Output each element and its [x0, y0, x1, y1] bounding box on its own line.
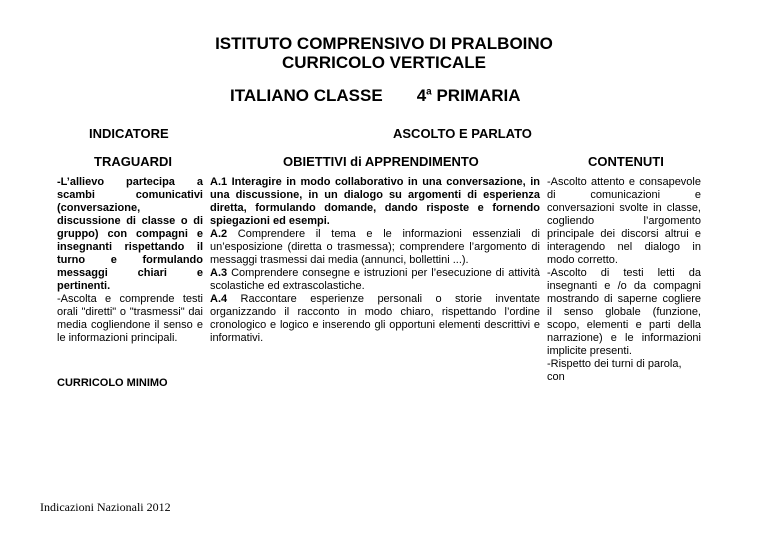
contenuti-column [547, 176, 701, 384]
obiettivo-a4 [210, 293, 540, 345]
obiettivo-a3 [210, 267, 540, 293]
indicatore-value: ASCOLTO E PARLATO [393, 126, 532, 141]
traguardi-text: -Ascolta e comprende testi orali "diretti" o "trasmessi" dai media cogliendone il senso e le informazioni principali. [57, 293, 203, 344]
contenuto-item: -Ascolto attento e consapevole di comunicazioni e conversazioni svolte in classe, cogliendo l’argomento principale dei discorsi altrui e interagendo nel dialogo in modo corretto. [547, 176, 701, 266]
indicatore-label: INDICATORE [89, 126, 169, 141]
contenuto-item: -Rispetto dei turni di parola, con [547, 358, 682, 383]
obiettivo-text: Comprendere consegne e istruzioni per l’esecuzione di attività scolastiche ed extrascolastiche. [210, 267, 540, 292]
grade-level: PRIMARIA [436, 86, 521, 105]
obiettivo-text: Interagire in modo collaborativo in una conversazione, in una discussione, in un dialogo su argomenti di esperienza diretta, formulando domande, dando risposte e fornendo spiegazioni ed esempi. [210, 176, 540, 227]
obiettivo-code: A.4 [210, 293, 228, 305]
subject-heading [230, 86, 520, 105]
contenuti-header: CONTENUTI [588, 154, 664, 169]
subject-label: ITALIANO CLASSE [230, 86, 383, 105]
obiettivo-a2 [210, 228, 540, 267]
curricolo-minimo-label: CURRICOLO MINIMO [57, 377, 168, 389]
grade-superscript: a [426, 86, 432, 98]
traguardi-header: TRAGUARDI [94, 154, 172, 169]
document-subtitle: CURRICOLO VERTICALE [282, 53, 486, 72]
obiettivi-column [210, 176, 540, 345]
obiettivo-code: A.3 [210, 267, 228, 279]
obiettivo-code: A.2 [210, 228, 228, 240]
obiettivo-text: Comprendere il tema e le informazioni essenziali di un’esposizione (diretta o trasmessa); comprendere l’argomento di messaggi trasmessi dai media (annunci, bollettini ...). [210, 228, 540, 266]
contenuto-item: -Ascolto di testi letti da insegnanti e /o da compagni mostrando di saperne cogliere il senso globale (funzione, scopo, elementi e parti della narrazione) e le informazioni implicite presenti. [547, 267, 701, 357]
obiettivo-a1 [210, 176, 540, 228]
page-footer: Indicazioni Nazionali 2012 [40, 500, 171, 514]
obiettivo-code: A.1 [210, 176, 228, 188]
grade-number: 4 [416, 86, 427, 105]
document-title: ISTITUTO COMPRENSIVO DI PRALBOINO [215, 34, 553, 53]
obiettivo-text: Raccontare esperienze personali o storie inventate organizzando il racconto in modo chiaro, rispettando l’ordine cronologico e logico e inserendo gli opportuni elementi descrittivi e informativi. [210, 293, 540, 344]
obiettivi-header: OBIETTIVI di APPRENDIMENTO [283, 154, 479, 169]
traguardi-column [57, 176, 203, 345]
traguardi-text-bold: -L’allievo partecipa a scambi comunicativi (conversazione, discussione di classe o di gruppo) con compagni e insegnanti rispettando il turno e formulando messaggi chiari e pertinenti. [57, 176, 203, 292]
